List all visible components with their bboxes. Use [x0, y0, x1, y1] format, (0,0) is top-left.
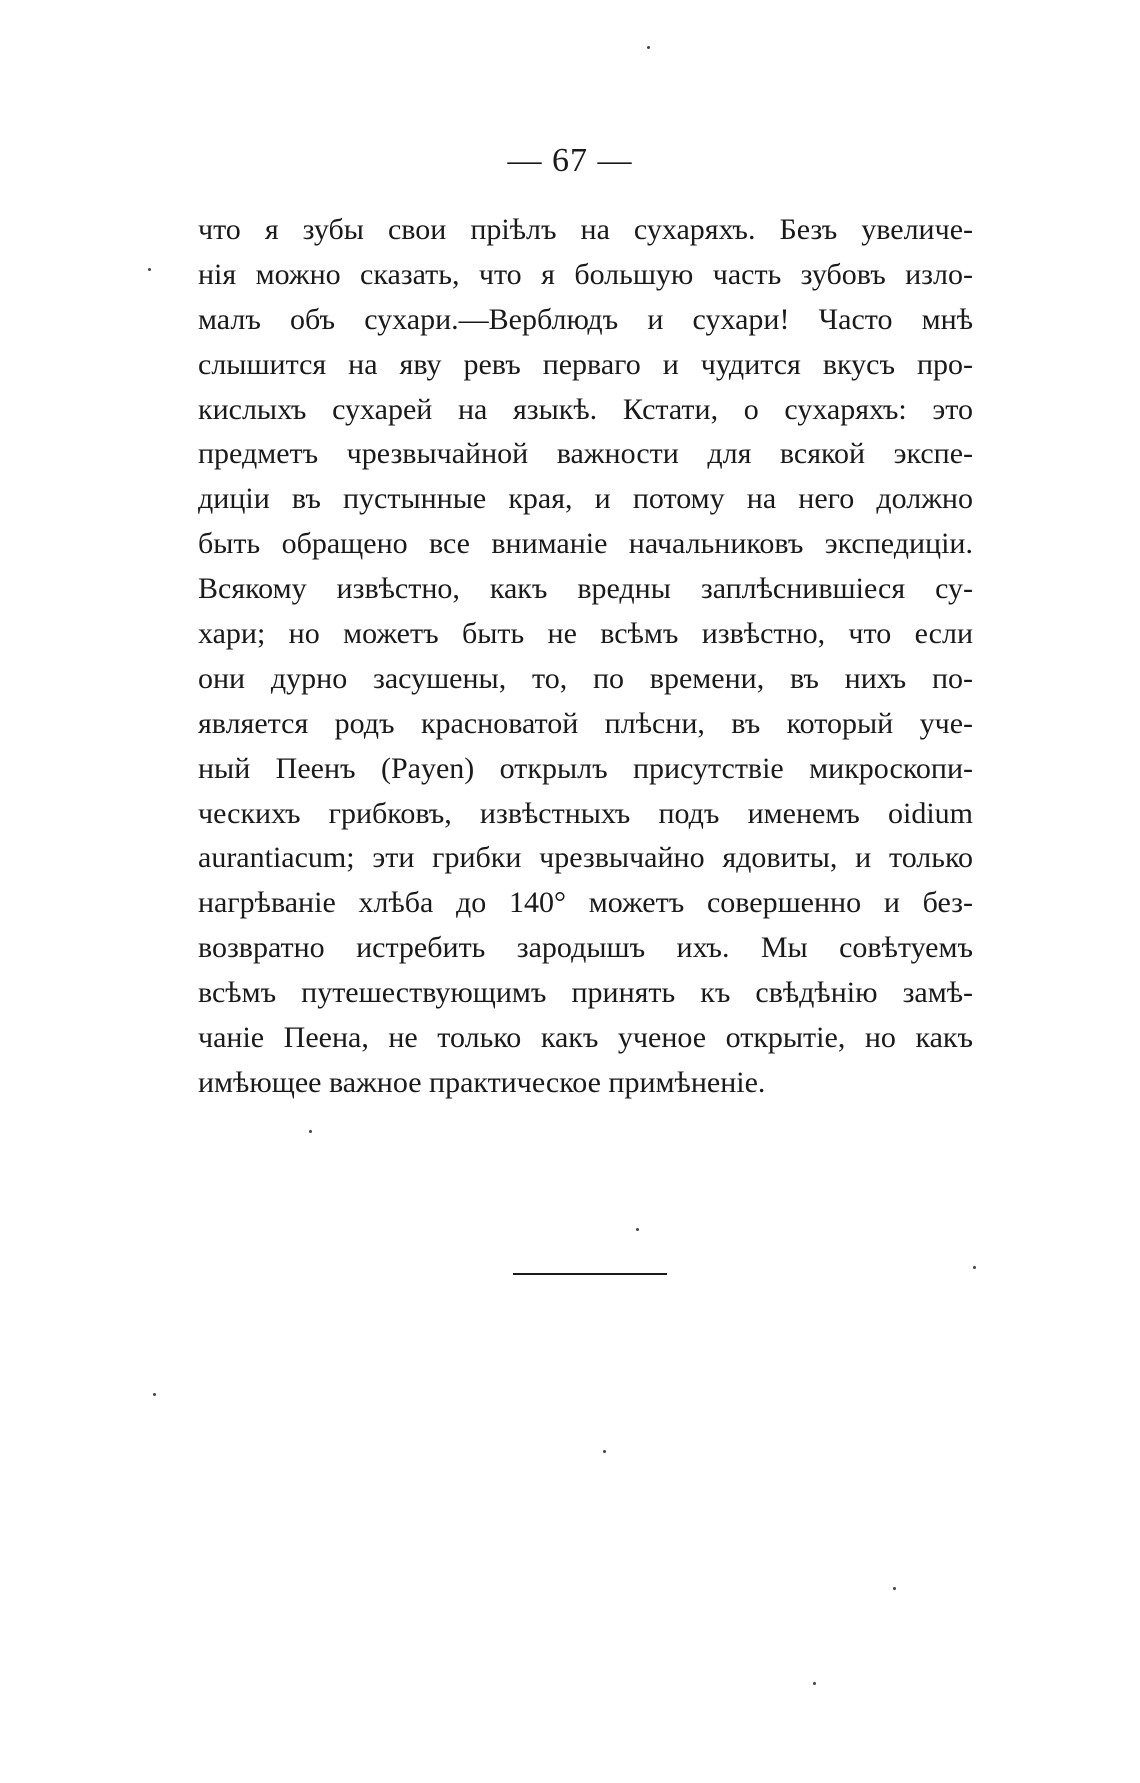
- section-divider-rule: [513, 1273, 667, 1275]
- text-line: ческихъ грибковъ, извѣстныхъ подъ именемъ oidium: [198, 796, 973, 830]
- text-line: Всякому извѣстно, какъ вредны заплѣснившiеся су-: [198, 572, 973, 606]
- scan-speck: [893, 1587, 896, 1590]
- text-line: предметъ чрезвычайной важности для всякой экспе-: [198, 437, 973, 471]
- text-line: диціи въ пустынные края, и потому на него должно: [198, 482, 973, 516]
- text-line: чанiе Пеена, не только какъ ученое открытiе, но какъ: [198, 1021, 973, 1055]
- text-line: что я зубы свои прiѣлъ на сухаряхъ. Безъ увеличе-: [198, 213, 973, 246]
- text-line: кислыхъ сухарей на языкѣ. Кстати, о сухаряхъ: это: [198, 392, 973, 426]
- text-line: нiя можно сказать, что я большую часть зубовъ изло-: [198, 257, 973, 291]
- text-line: aurantiacum; эти грибки чрезвычайно ядовиты, и только: [198, 841, 973, 875]
- body-text: [198, 208, 973, 1106]
- text-line: ный Пеенъ (Payen) открылъ присутствiе микроскопи-: [198, 751, 973, 785]
- text-line: возвратно истребить зародышъ ихъ. Мы совѣтуемъ: [198, 931, 973, 965]
- scan-speck: [647, 46, 650, 49]
- scan-speck: [148, 268, 151, 271]
- text-line: всѣмъ путешествующимъ принять къ свѣдѣнiю замѣ-: [198, 976, 973, 1010]
- scan-speck: [309, 1130, 312, 1133]
- scan-speck: [973, 1266, 976, 1269]
- scan-speck: [603, 1450, 606, 1453]
- text-line: слышится на яву ревъ перваго и чудится вкусъ про-: [198, 347, 973, 381]
- text-line: быть обращено все вниманiе начальниковъ экспедиціи.: [198, 527, 973, 561]
- scan-speck: [636, 1228, 639, 1231]
- page-number: — 67 —: [507, 142, 633, 179]
- scan-speck: [153, 1393, 156, 1396]
- text-line: малъ объ сухари.—Верблюдъ и сухари! Часто мнѣ: [198, 302, 973, 336]
- text-line: они дурно засушены, то, по времени, въ нихъ по-: [198, 661, 973, 695]
- text-line: нагрѣванiе хлѣба до 140° можетъ совершенно и без-: [198, 886, 973, 920]
- text-line: хари; но можетъ быть не всѣмъ извѣстно, что если: [198, 617, 973, 651]
- text-line: имѣющее важное практическое примѣненiе.: [198, 1065, 766, 1099]
- text-line: является родъ красноватой плѣсни, въ который уче-: [198, 706, 973, 740]
- scan-speck: [813, 1682, 816, 1685]
